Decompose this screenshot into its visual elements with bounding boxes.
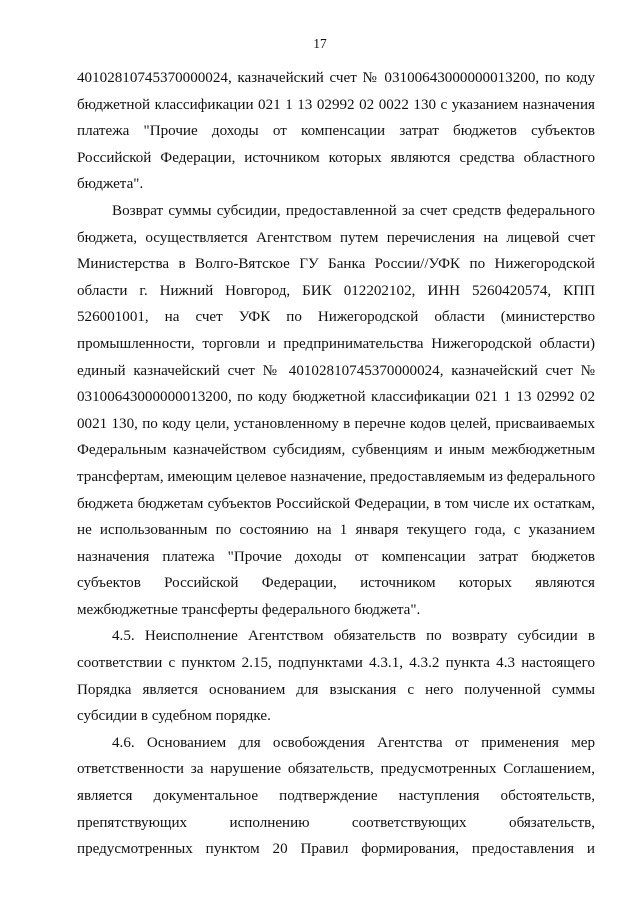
text-line: 03100643000000013200, по коду бюджетной классификации 021 1 13 02992 02	[77, 389, 595, 406]
text-line: Порядка является основанием для взыскания с него полученной суммы	[77, 681, 595, 698]
text-line: не использованным по состоянию на 1 января текущего года, с указанием	[77, 522, 595, 539]
text-line: бюджета бюджетам субъектов Российской Федерации, в том числе их остаткам,	[77, 495, 595, 512]
text-line: 526001001, на счет УФК по Нижегородской области (министерство	[77, 309, 595, 326]
text-line: межбюджетные трансферты федерального бюджета".	[77, 601, 421, 618]
text-line: Министерства в Волго-Вятское ГУ Банка России//УФК по Нижегородской	[77, 256, 595, 273]
text-line: бюджета".	[77, 176, 144, 193]
text-line: является документальное подтверждение наступления обстоятельств,	[77, 788, 595, 805]
text-line: 40102810745370000024, казначейский счет № 03100643000000013200, по коду	[77, 70, 595, 86]
document-body	[77, 65, 595, 863]
text-line: препятствующих исполнению соответствующих обязательств,	[77, 814, 595, 831]
text-line: ответственности за нарушение обязательств, предусмотренных Соглашением,	[77, 761, 595, 778]
text-line: субъектов Российской Федерации, источником которых являются	[77, 575, 595, 592]
text-line: платежа "Прочие доходы от компенсации затрат бюджетов субъектов	[77, 123, 595, 140]
text-line: области г. Нижний Новгород, БИК 012202102, ИНН 5260420574, КПП	[77, 282, 595, 299]
text-line: Федеральным казначейством субсидиям, субвенциям и иным межбюджетным	[77, 442, 595, 459]
text-line: бюджетной классификации 021 1 13 02992 02 0022 130 с указанием назначения	[77, 96, 595, 113]
text-line: Российской Федерации, источником которых являются средства областного	[77, 149, 595, 166]
text-line: 0021 130, по коду цели, установленному в перечне кодов целей, присваиваемых	[77, 415, 595, 432]
text-line: предусмотренных пунктом 20 Правил формирования, предоставления и	[77, 841, 595, 858]
page-number: 17	[313, 36, 327, 51]
text-line: промышленности, торговли и предпринимательства Нижегородской области)	[77, 335, 595, 352]
text-line: Возврат суммы субсидии, предоставленной за счет средств федерального	[112, 202, 595, 219]
text-line: единый казначейский счет № 40102810745370000024, казначейский счет №	[77, 362, 595, 379]
text-line: назначения платежа "Прочие доходы от компенсации затрат бюджетов	[77, 548, 595, 565]
text-line: бюджета, осуществляется Агентством путем перечисления на лицевой счет	[77, 229, 595, 246]
text-line: 4.5. Неисполнение Агентством обязательств по возврату субсидии в	[112, 628, 595, 645]
text-line: субсидии в судебном порядке.	[77, 708, 271, 725]
text-line: 4.6. Основанием для освобождения Агентства от применения мер	[112, 734, 595, 751]
text-line: трансфертам, имеющим целевое назначение, предоставляемым из федерального	[77, 468, 596, 485]
text-line: соответствии с пунктом 2.15, подпунктами 4.3.1, 4.3.2 пункта 4.3 настоящего	[77, 655, 595, 672]
